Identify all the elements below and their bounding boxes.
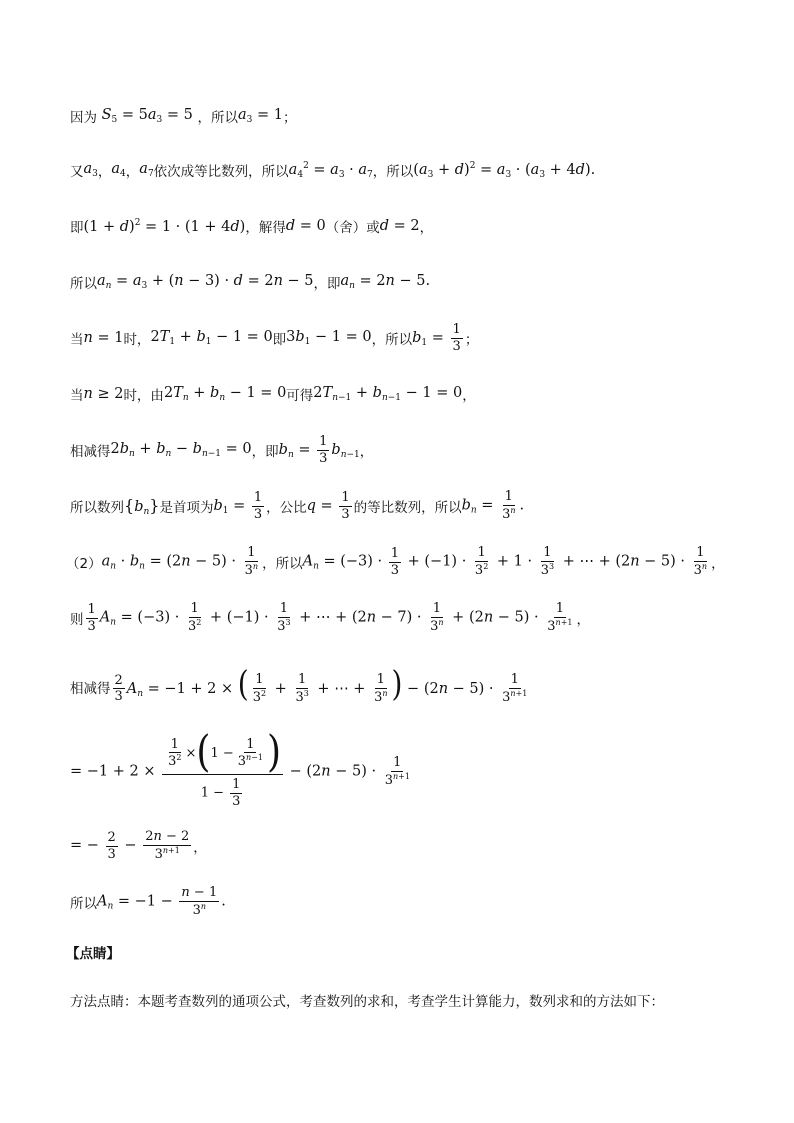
math-expression: $a_3 = 1$ [237, 107, 283, 125]
solution-line-14: 所以 $A_n = -1$ − $\frac{n - 1}{3^n}$ . [70, 885, 226, 918]
solution-line-3: 即 $(1 + d)^2 = 1 \cdot (1 + 4d)$ ，解得 d = 0 （舍）或 d = 2 ， [70, 217, 434, 236]
math-expression: $(a_3 + d)^2 = a_3 \cdot (a_3 + 4d)$. [413, 160, 596, 180]
math-expression: $a_n = a_3 + (n - 3) \cdot d = 2n - 5$ [97, 273, 314, 291]
dianjing-heading: 【 点睛 】 [66, 946, 120, 962]
solution-line-11: 相减得 $\frac{2}{3}$ $A_n = -1 + 2$ × ( $\frac{1}{3^2}$ + $\frac{1}{3^3}$ + ⋯ + $\frac{1}{3^n}$ ) − (2n − 5) · $\frac{1}{3^{n+1}}$ [70, 662, 528, 705]
solution-line-12: = −1 + 2 × $\frac{1}{3^2}$ × ( 1 − $\frac{1}{3^{n-1}}$ ) 1 − $\frac{1}{3}$ − (2n − 5) · $\frac{1}{3^{n+1}}$ [70, 728, 410, 809]
solution-line-6: 当 n ≥ 2 时，由 $2T_n + b_n - 1 = 0$ 可得 $2T_{n-1} + b_{n-1} - 1 = 0$ ， [70, 385, 476, 404]
method-summary: 方法点睛：本题考查数列的通项公式，考查数列的求和，考查学生计算能力，数列求和的方法如下： [70, 994, 664, 1010]
solution-line-8: 所以数列 $\{b_n\}$ 是首项为 $b_1$ = $\frac{1}{3}$ ，公比 q = $\frac{1}{3}$ 的等比数列，所以 $b_n$ = $\frac{1}{3^n}$ . [70, 489, 525, 522]
math-expression: $(1 + d)^2 = 1 \cdot (1 + 4d)$ [83, 217, 246, 235]
solution-line-10: 则 $\frac{1}{3}$ $A_n = (-3)$ · $\frac{1}{3^2}$ + (−1) · $\frac{1}{3^3}$ + ⋯ + (2n − 7) · $\frac{1}{3^n}$ + (2n − 5) · $\frac{1}{3^{n+1}}$ ， [70, 601, 590, 634]
solution-line-4: 所以 $a_n = a_3 + (n - 3) \cdot d = 2n - 5$ ，即 $a_n = 2n - 5$. [70, 273, 431, 292]
solution-line-2: 又 $a_3$ ， $a_4$ ， $a_7$ 依次成等比数列，所以 $a_4^2 = a_3 \cdot a_7$ ，所以 $(a_3 + d)^2 = a_3 \cdot (a_3 + 4d)$. [70, 160, 596, 180]
solution-line-1: 因为 $S_5 = 5a_3 = 5$ ，所以 $a_3 = 1$ ； [70, 107, 297, 126]
solution-line-7: 相减得 $2b_n + b_n - b_{n-1} = 0$ ，即 $b_n$ = $\frac{1}{3}$ $b_{n-1}$ ， [70, 433, 374, 466]
math-expression: $a_4^2 = a_3 \cdot a_7$ [288, 160, 373, 180]
solution-line-13: = − $\frac{2}{3}$ − $\frac{2n - 2}{3^{n+1}}$ ， [70, 829, 207, 862]
solution-line-9: （2） $a_n \cdot b_n = (2n - 5)$ · $\frac{1}{3^n}$ ，所以 $A_n = (-3)$ · $\frac{1}{3}$ + (−1) · $\frac{1}{3^2}$ + 1 · $\frac{1}{3^3}$ + ⋯ + (2n − 5) · $\frac{1}{3^n}$ ， [66, 545, 725, 578]
solution-line-5: 当 n = 1 时， $2T_1 + b_1 - 1 = 0$ 即 $3b_1 - 1 = 0$ ，所以 $b_1$ = $\frac{1}{3}$ ； [70, 321, 479, 354]
math-expression: $S_5 = 5a_3 = 5$ [101, 107, 198, 125]
